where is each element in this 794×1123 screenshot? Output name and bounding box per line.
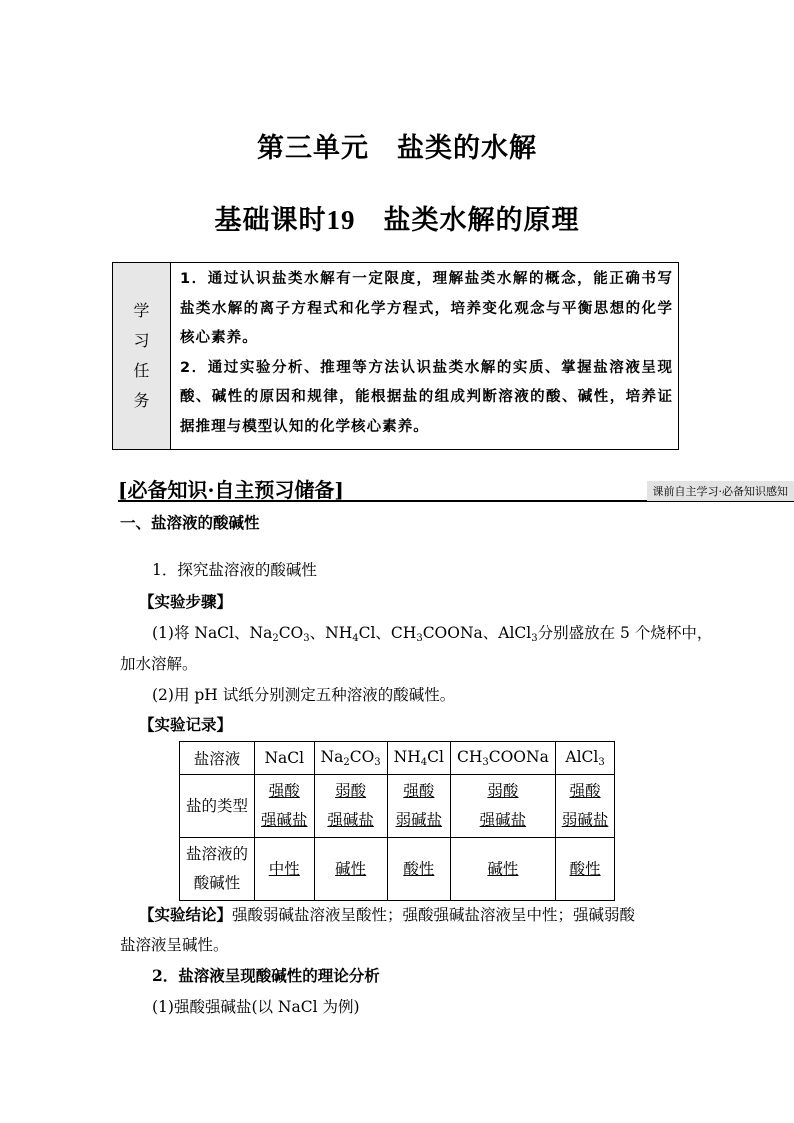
label-steps: 【实验步骤】 [139,592,233,611]
table-cell: 弱酸 强碱盐 [314,775,387,838]
task-item-1: 1．通过认识盐类水解有一定限度，理解盐类水解的概念，能正确书写盐类水解的离子方程式和化学方程式，培养变化观念与平衡思想的化学核心素养。 [180,271,673,346]
subheading-strong-acid-strong-base: (1)强酸强碱盐(以 NaCl 为例) [152,998,360,1016]
label-record: 【实验记录】 [139,715,233,734]
table-cell: 碱性 [314,838,387,901]
task-item-2: 2．通过实验分析、推理等方法认识盐类水解的实质、掌握盐溶液呈现酸、碱性的原因和规律，能根据盐的组成判断溶液的酸、碱性，培养证据推理与模型认知的化学核心素养。 [180,359,673,435]
table-header-cell: $CH_3COONa$ [450,742,555,775]
table-cell: 碱性 [450,838,555,901]
conclusion-text: 强酸弱碱盐溶液呈酸性；强酸强碱盐溶液呈中性；强碱弱酸 [232,906,636,924]
learning-task-box [112,262,679,450]
table-row-label: 盐溶液的 酸碱性 [180,838,255,901]
conclusion-continued: 盐溶液呈碱性。 [120,936,229,954]
lesson-title [0,198,794,237]
table-header-cell: 盐溶液 [180,742,255,775]
task-label [113,263,171,449]
task-content [171,263,678,449]
label-conclusion: 【实验结论】 [139,905,233,924]
table-row [180,742,615,775]
table-header-cell: NaCl [255,742,315,775]
heading-salt-acidity: 一、盐溶液的酸碱性 [120,513,260,532]
lesson-number: 19 [326,205,356,235]
table-row [180,775,615,838]
table-cell: 强酸 强碱盐 [255,775,315,838]
section-tag: 课前自主学习·必备知识感知 [647,481,794,501]
table-cell: 强酸 弱碱盐 [387,775,450,838]
step-1: (1)将 NaCl、$Na_2CO_3$、$NH_4Cl$、$CH_3COONa$、AlCl$_3$分别盛放在 5 个烧杯中， [152,624,713,644]
table-cell: 中性 [255,838,315,901]
step-1-continued: 加水溶解。 [120,655,198,673]
table-cell: 强酸 弱碱盐 [555,775,615,838]
conclusion [139,903,635,925]
lesson-name: 盐类水解的原理 [383,205,580,236]
section-title: [必备知识·自主预习储备] [118,478,344,502]
step-2: (2)用 pH 试纸分别测定五种溶液的酸碱性。 [152,686,456,704]
table-header-cell: $Na_2CO_3$ [314,742,387,775]
table-cell: 酸性 [555,838,615,901]
table-row [180,838,615,901]
section-header [118,476,794,502]
table-cell: 弱酸 强碱盐 [450,775,555,838]
subheading-theory: 2．盐溶液呈现酸碱性的理论分析 [152,966,380,985]
subheading-explore: 1．探究盐溶液的酸碱性 [152,561,317,579]
lesson-prefix: 基础课时 [214,205,327,236]
table-cell: 酸性 [387,838,450,901]
experiment-table [179,741,615,901]
unit-title: 第三单元 盐类的水解 [257,133,537,164]
table-row-label: 盐的类型 [180,775,255,838]
task-label-line2: 任 务 [133,361,158,410]
table-header-cell: $NH_4Cl$ [387,742,450,775]
task-label-line1: 学 习 [133,301,158,350]
table-header-cell: AlCl$_3$ [555,742,615,775]
